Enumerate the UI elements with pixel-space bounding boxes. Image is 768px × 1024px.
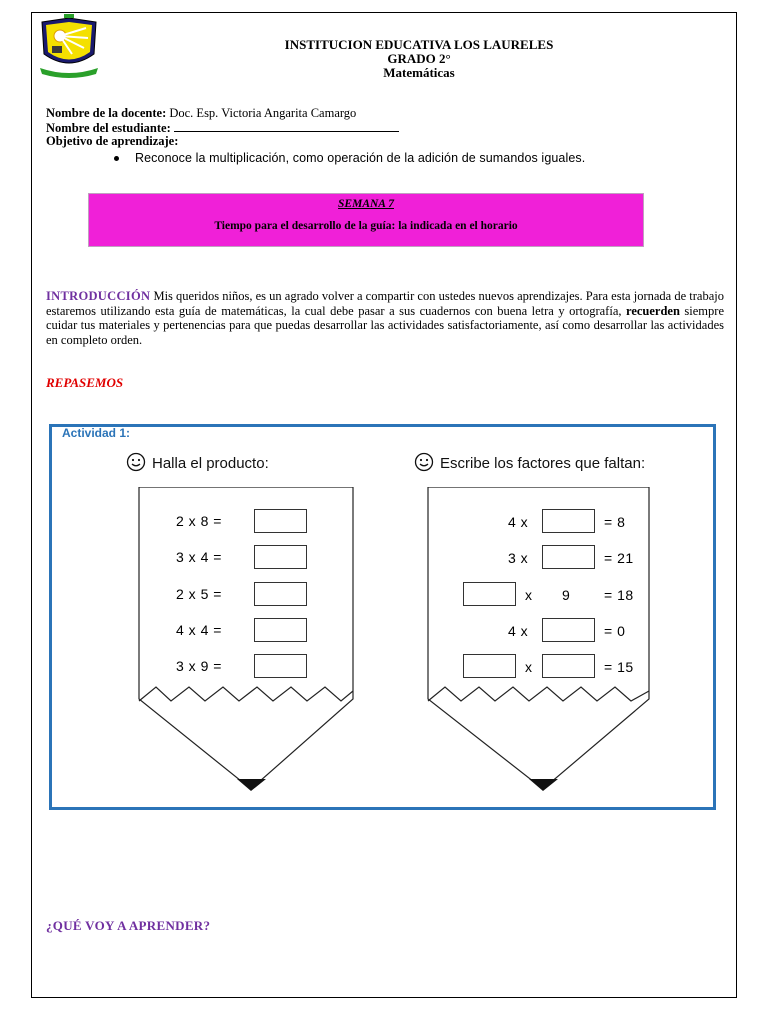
student-name-blank[interactable] <box>174 121 399 132</box>
objective-item <box>114 151 585 165</box>
activity-title: Actividad 1: <box>62 426 131 440</box>
week-title: SEMANA 7 <box>338 198 394 210</box>
school-logo <box>36 14 102 82</box>
right-result-1: = 8 <box>604 514 626 530</box>
left-heading <box>126 452 269 472</box>
right-times-5: x <box>525 659 533 675</box>
right-answer-box-2[interactable] <box>542 545 595 569</box>
right-heading <box>414 452 645 472</box>
intro-text-1: Mis queridos niños, es un agrado volver a compartir con ustedes nuevos aprendizajes. Para esta jornada de trabajo estaremos utilizando esta guía de matemáticas, la cual debe pasar a sus cuadernos con buena letra y ortografía, <box>46 289 724 318</box>
right-answer-box-5a[interactable] <box>463 654 516 678</box>
right-factor-1: 4 x <box>508 514 529 530</box>
intro-text-2: siempre cuidar tus materiales y pertenencias para que puedas desarrollar las actividades satisfactoriamente, así como desarrollar las actividades en completo orden. <box>46 303 724 347</box>
right-result-5: = 15 <box>604 659 634 675</box>
objective-row <box>46 135 399 149</box>
right-factor-4: 4 x <box>508 623 529 639</box>
week-banner <box>88 193 644 247</box>
header <box>180 38 658 80</box>
left-equation-3: 2 x 5 = <box>176 586 222 602</box>
intro-bold: recuerden <box>626 303 680 318</box>
right-pencil-outline <box>425 487 655 795</box>
left-answer-box-3[interactable] <box>254 582 307 606</box>
teacher-name: Doc. Esp. Victoria Angarita Camargo <box>169 106 357 120</box>
teacher-row <box>46 107 399 121</box>
student-label: Nombre del estudiante: <box>46 120 171 135</box>
right-result-3: = 18 <box>604 587 634 603</box>
introduction <box>46 289 724 347</box>
right-result-4: = 0 <box>604 623 626 639</box>
info-block <box>46 107 399 149</box>
left-heading-text: Halla el producto: <box>152 455 269 472</box>
right-heading-text: Escribe los factores que faltan: <box>440 455 646 472</box>
left-equation-4: 4 x 4 = <box>176 622 222 638</box>
bullet-icon <box>114 156 119 161</box>
smiley-icon <box>126 452 146 472</box>
left-equation-5: 3 x 9 = <box>176 658 222 674</box>
right-factor-3: 9 <box>562 587 571 603</box>
right-answer-box-5b[interactable] <box>542 654 595 678</box>
left-pencil-outline <box>136 487 366 795</box>
teacher-label: Nombre de la docente: <box>46 106 167 120</box>
right-answer-box-4[interactable] <box>542 618 595 642</box>
student-row <box>46 121 399 136</box>
repasemos-heading: REPASEMOS <box>46 375 124 390</box>
learn-text: ¿QUÉ VOY A APRENDER? <box>46 918 211 933</box>
objective-text: Reconoce la multiplicación, como operación de la adición de sumandos iguales. <box>135 151 586 165</box>
right-answer-box-3a[interactable] <box>463 582 516 606</box>
left-answer-box-1[interactable] <box>254 509 307 533</box>
week-time: Tiempo para el desarrollo de la guía: la indicada en el horario <box>214 220 518 232</box>
subject: Matemáticas <box>383 65 455 80</box>
grade: GRADO 2° <box>387 51 451 66</box>
learn-heading <box>46 918 210 934</box>
right-answer-box-1[interactable] <box>542 509 595 533</box>
smiley-icon <box>414 452 434 472</box>
right-result-2: = 21 <box>604 550 634 566</box>
intro-lead: INTRODUCCIÓN <box>46 289 151 303</box>
left-equation-2: 3 x 4 = <box>176 549 222 565</box>
left-answer-box-4[interactable] <box>254 618 307 642</box>
left-answer-box-5[interactable] <box>254 654 307 678</box>
left-answer-box-2[interactable] <box>254 545 307 569</box>
school-name: INSTITUCION EDUCATIVA LOS LAURELES <box>284 37 554 52</box>
right-times-3: x <box>525 587 533 603</box>
objective-label: Objetivo de aprendizaje: <box>46 134 179 148</box>
right-factor-2: 3 x <box>508 550 529 566</box>
left-equation-1: 2 x 8 = <box>176 513 222 529</box>
